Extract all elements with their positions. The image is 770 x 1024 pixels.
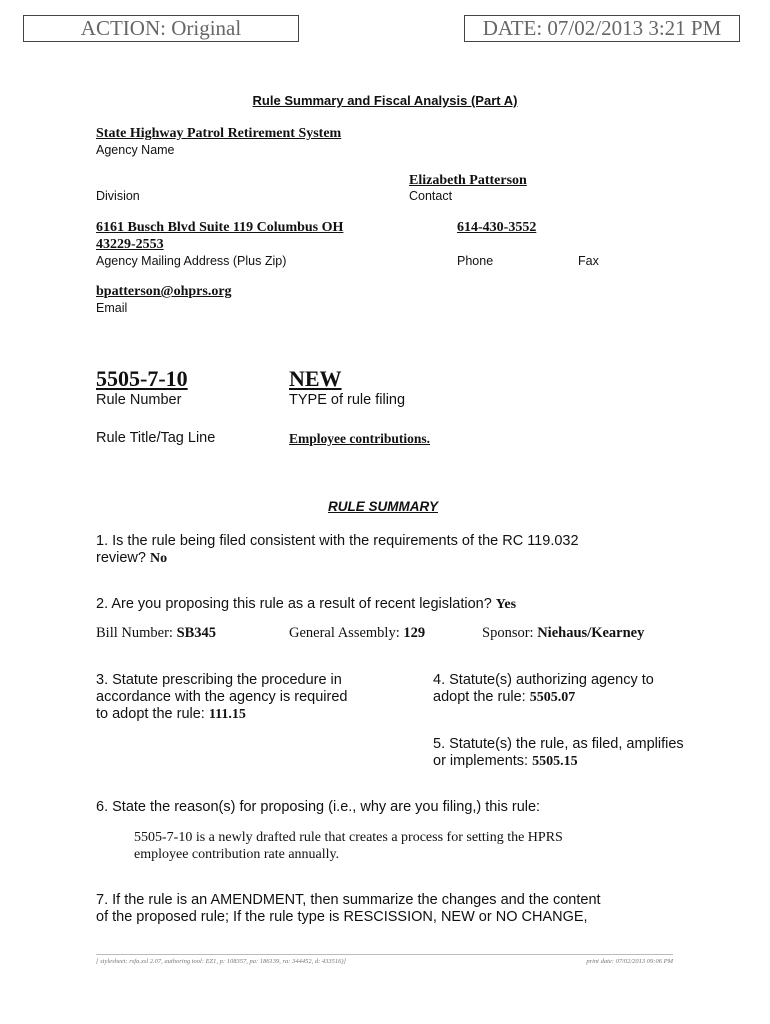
question-2: [96, 596, 516, 613]
address-line2: 43229-2553: [96, 237, 164, 252]
question-4-answer: 5505.07: [529, 690, 576, 705]
fax-label: Fax: [578, 254, 599, 268]
question-1-line2: review?: [96, 550, 146, 566]
footer-print-date: print date: 07/02/2013 09:06 PM: [586, 958, 673, 965]
question-5: [433, 736, 684, 770]
question-2-answer: Yes: [495, 597, 517, 612]
email-label: Email: [96, 301, 128, 315]
email-value: bpatterson@ohprs.org: [96, 284, 232, 299]
agency-name-label: Agency Name: [96, 143, 175, 157]
bill-number-label: Bill Number:: [96, 625, 173, 641]
address-label: Agency Mailing Address (Plus Zip): [96, 254, 287, 268]
rule-number-label: Rule Number: [96, 392, 182, 408]
agency-name-value: State Highway Patrol Retirement System: [96, 126, 342, 141]
footer-stylesheet-info: [ stylesheet: rsfa.xsl 2.07, authoring tool: EZ1, p: 108357, pa: 186139, ra: 344452, d: 433516)]: [96, 958, 347, 965]
rule-type-value: NEW: [289, 366, 342, 391]
sponsor-label: Sponsor:: [482, 625, 534, 641]
question-4-line1: 4. Statute(s) authorizing agency to: [433, 672, 654, 688]
sponsor: [482, 625, 644, 642]
phone-value: 614-430-3552: [457, 220, 537, 235]
bill-number: [96, 625, 216, 642]
rule-type-label: TYPE of rule filing: [289, 392, 406, 408]
question-5-answer: 5505.15: [532, 754, 578, 769]
question-4: [433, 672, 654, 706]
question-4-line2: adopt the rule:: [433, 689, 526, 705]
date-box: [464, 15, 740, 42]
question-1-answer: No: [150, 551, 168, 566]
page-title: Rule Summary and Fiscal Analysis (Part A): [252, 93, 518, 108]
contact-label: Contact: [409, 189, 453, 203]
general-assembly-value: 129: [403, 625, 426, 641]
question-2-text: 2. Are you proposing this rule as a result of recent legislation?: [96, 596, 492, 612]
question-6-answer-line1: 5505-7-10 is a newly drafted rule that creates a process for setting the HPRS: [134, 830, 563, 845]
sponsor-value: Niehaus/Kearney: [537, 625, 645, 641]
rule-title-label: Rule Title/Tag Line: [96, 430, 216, 446]
question-3-line1: 3. Statute prescribing the procedure in: [96, 672, 342, 688]
question-6-answer: [134, 829, 563, 863]
question-1: [96, 533, 579, 567]
contact-value: Elizabeth Patterson: [409, 173, 527, 188]
general-assembly: [289, 625, 425, 642]
question-3: [96, 672, 347, 723]
question-1-line1: 1. Is the rule being filed consistent with the requirements of the RC 119.032: [96, 533, 579, 549]
bill-number-value: SB345: [176, 625, 217, 641]
phone-label: Phone: [457, 254, 494, 268]
rule-title-value: Employee contributions.: [289, 431, 431, 446]
question-5-line1: 5. Statute(s) the rule, as filed, amplifies: [433, 736, 684, 752]
question-5-line2: or implements:: [433, 753, 529, 769]
question-7-line1: 7. If the rule is an AMENDMENT, then summarize the changes and the content: [96, 892, 601, 908]
question-3-answer: 111.15: [208, 707, 246, 722]
question-7: [96, 892, 601, 926]
rule-number-value: 5505-7-10: [96, 366, 188, 391]
general-assembly-label: General Assembly:: [289, 625, 400, 641]
date-text: DATE: 07/02/2013 3:21 PM: [482, 16, 722, 40]
rule-summary-heading: RULE SUMMARY: [327, 499, 438, 514]
footer-rule: [96, 954, 673, 955]
question-7-line2: of the proposed rule; If the rule type is RESCISSION, NEW or NO CHANGE,: [96, 909, 588, 925]
action-text: ACTION: Original: [80, 16, 242, 40]
address-line1: 6161 Busch Blvd Suite 119 Columbus OH: [96, 220, 344, 235]
question-6-answer-line2: employee contribution rate annually.: [134, 847, 340, 862]
division-label: Division: [96, 189, 140, 203]
question-6: 6. State the reason(s) for proposing (i.e., why are you filing,) this rule:: [96, 799, 541, 815]
question-3-line2: accordance with the agency is required: [96, 689, 348, 705]
question-3-line3: to adopt the rule:: [96, 706, 205, 722]
action-box: [23, 15, 299, 42]
